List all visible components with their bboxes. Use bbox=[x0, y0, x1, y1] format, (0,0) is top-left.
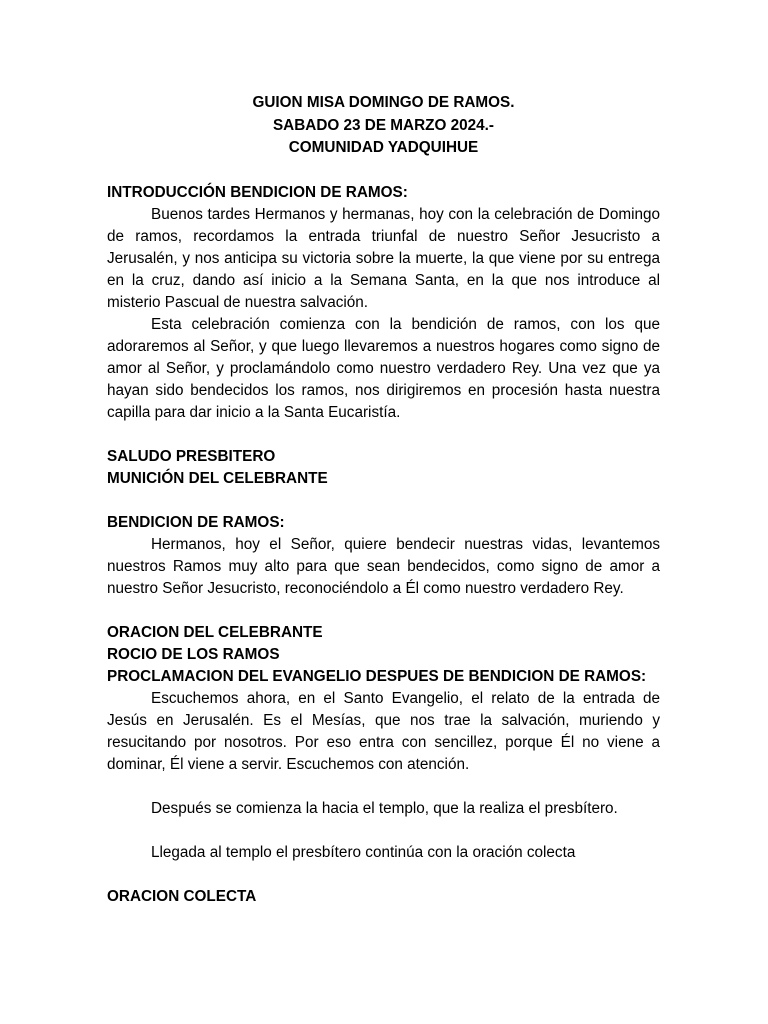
section-heading-introduccion: INTRODUCCIÓN BENDICION DE RAMOS: bbox=[107, 183, 408, 201]
paragraph-evangelio: Escuchemos ahora, en el Santo Evangelio, el relato de la entrada de Jesús en Jerusalén. Es el Mesías, que nos trae la salvación, muriendo y resucitando por nosotros. Por eso entra con sencillez, porque Él no viene a dominar, Él viene a servir. Escuchemos con atención. bbox=[107, 689, 660, 773]
paragraph-procesion: Después se comienza la hacia el templo, que la realiza el presbítero. bbox=[151, 799, 618, 817]
spacer bbox=[107, 160, 660, 182]
spacer bbox=[107, 776, 660, 798]
section-heading-municion: MUNICIÓN DEL CELEBRANTE bbox=[107, 469, 328, 487]
paragraph-introduccion-1: Buenos tardes Hermanos y hermanas, hoy con la celebración de Domingo de ramos, recordamos la entrada triunfal de nuestro Señor Jesucristo a Jerusalén, y nos anticipa su victoria sobre la muerte, la que viene por su entrega en la cruz, dando así inicio a la Semana Santa, en la que nos introduce al misterio Pascual de nuestra salvación. bbox=[107, 205, 660, 311]
spacer bbox=[107, 424, 660, 446]
document-title-line-3: COMUNIDAD YADQUIHUE bbox=[288, 139, 479, 156]
section-heading-oracion-colecta: ORACION COLECTA bbox=[107, 887, 257, 905]
spacer bbox=[107, 864, 660, 886]
paragraph-bendicion: Hermanos, hoy el Señor, quiere bendecir nuestras vidas, levantemos nuestros Ramos muy alto para que sean bendecidos, como signo de amor a nuestro Señor Jesucristo, reconociéndolo a Él como nuestro verdadero Rey. bbox=[107, 535, 660, 597]
section-heading-proclamacion: PROCLAMACION DEL EVANGELIO DESPUES DE BENDICION DE RAMOS: bbox=[107, 667, 647, 685]
section-heading-bendicion: BENDICION DE RAMOS: bbox=[107, 513, 285, 531]
spacer bbox=[107, 600, 660, 622]
paragraph-llegada-templo: Llegada al templo el presbítero continúa con la oración colecta bbox=[151, 843, 576, 861]
spacer bbox=[107, 490, 660, 512]
section-heading-oracion-celebrante: ORACION DEL CELEBRANTE bbox=[107, 623, 323, 641]
section-heading-saludo: SALUDO PRESBITERO bbox=[107, 447, 276, 465]
document-title-line-2: SABADO 23 DE MARZO 2024.- bbox=[272, 116, 494, 134]
spacer bbox=[107, 820, 660, 842]
document-content bbox=[107, 92, 660, 908]
paragraph-introduccion-2: Esta celebración comienza con la bendición de ramos, con los que adoraremos al Señor, y que luego llevaremos a nuestros hogares como signo de amor al Señor, y proclamándolo como nuestro verdadero Rey. Una vez que ya hayan sido bendecidos los ramos, nos dirigiremos en procesión hasta nuestra capilla para dar inicio a la Santa Eucaristía. bbox=[107, 315, 660, 421]
document-title-line-1: GUION MISA DOMINGO DE RAMOS. bbox=[252, 94, 515, 111]
section-heading-rocio: ROCIO DE LOS RAMOS bbox=[107, 645, 280, 663]
